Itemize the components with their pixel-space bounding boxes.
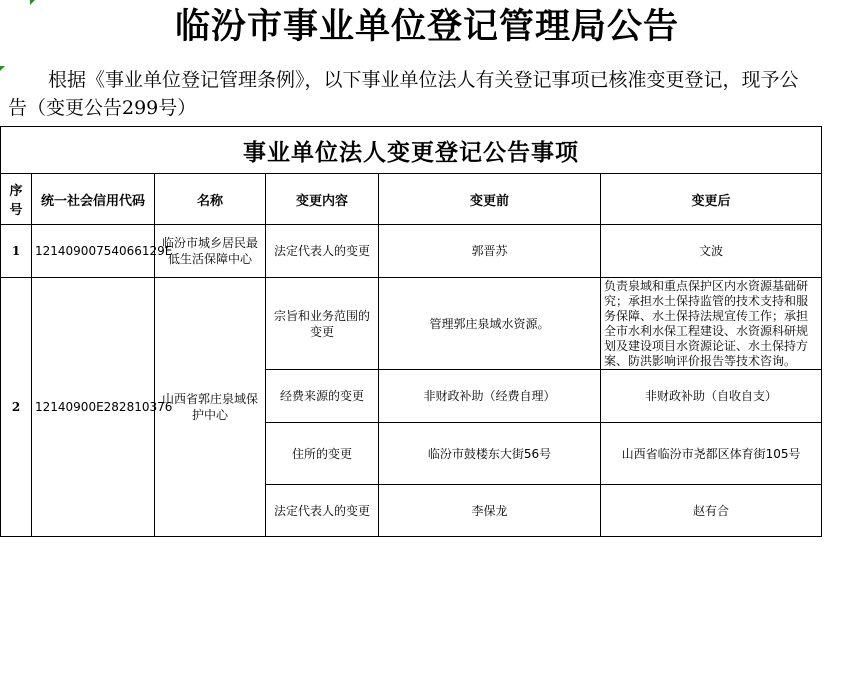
row-before: 李保龙: [379, 485, 601, 537]
row-change-item: 经费来源的变更: [266, 370, 379, 423]
row-change-item: 法定代表人的变更: [266, 485, 379, 537]
header-index: 序号: [1, 174, 32, 225]
notice-table: [0, 126, 822, 537]
row-after: 文波: [601, 225, 822, 278]
row-index: 1: [1, 225, 32, 278]
page-title: 临汾市事业单位登记管理局公告: [174, 6, 679, 47]
header-after: 变更后: [601, 174, 822, 225]
table-title: 事业单位法人变更登记公告事项: [1, 127, 822, 174]
row-change-item: 法定代表人的变更: [266, 225, 379, 278]
row-after: 赵有合: [601, 485, 822, 537]
cell-comment-marker: [0, 66, 5, 71]
row-credit-code: 12140900754066129E: [32, 225, 155, 278]
table-header-row: [1, 174, 822, 225]
row-after: 负责泉域和重点保护区内水资源基础研究；承担水土保持监管的技术支持和服务保障、水土保持法规宣传工作；承担全市水利水保工程建设、水资源科研规划及建设项目水资源论证、水土保持方案、防洪影响评价报告等技术咨询。: [601, 278, 822, 370]
header-before: 变更前: [379, 174, 601, 225]
row-after: 山西省临汾市尧都区体育街105号: [601, 423, 822, 485]
header-change-item: 变更内容: [266, 174, 379, 225]
row-name: 山西省郭庄泉域保护中心: [155, 278, 266, 537]
row-before: 非财政补助（经费自理）: [379, 370, 601, 423]
row-change-item: 住所的变更: [266, 423, 379, 485]
row-change-item: 宗旨和业务范围的变更: [266, 278, 379, 370]
row-before: 管理郭庄泉域水资源。: [379, 278, 601, 370]
table-row: [1, 225, 822, 278]
header-credit-code: 统一社会信用代码: [32, 174, 155, 225]
row-before: 临汾市鼓楼东大街56号: [379, 423, 601, 485]
row-before: 郭晋苏: [379, 225, 601, 278]
table-row: [1, 278, 822, 370]
row-name: 临汾市城乡居民最低生活保障中心: [155, 225, 266, 278]
header-name: 名称: [155, 174, 266, 225]
row-index: 2: [1, 278, 32, 537]
intro-paragraph: 根据《事业单位登记管理条例》，以下事业单位法人有关登记事项已核准变更登记，现予公告（变更公告299号）: [8, 69, 799, 119]
row-after: 非财政补助（自收自支）: [601, 370, 822, 423]
row-credit-code: 12140900E282810376: [32, 278, 155, 537]
